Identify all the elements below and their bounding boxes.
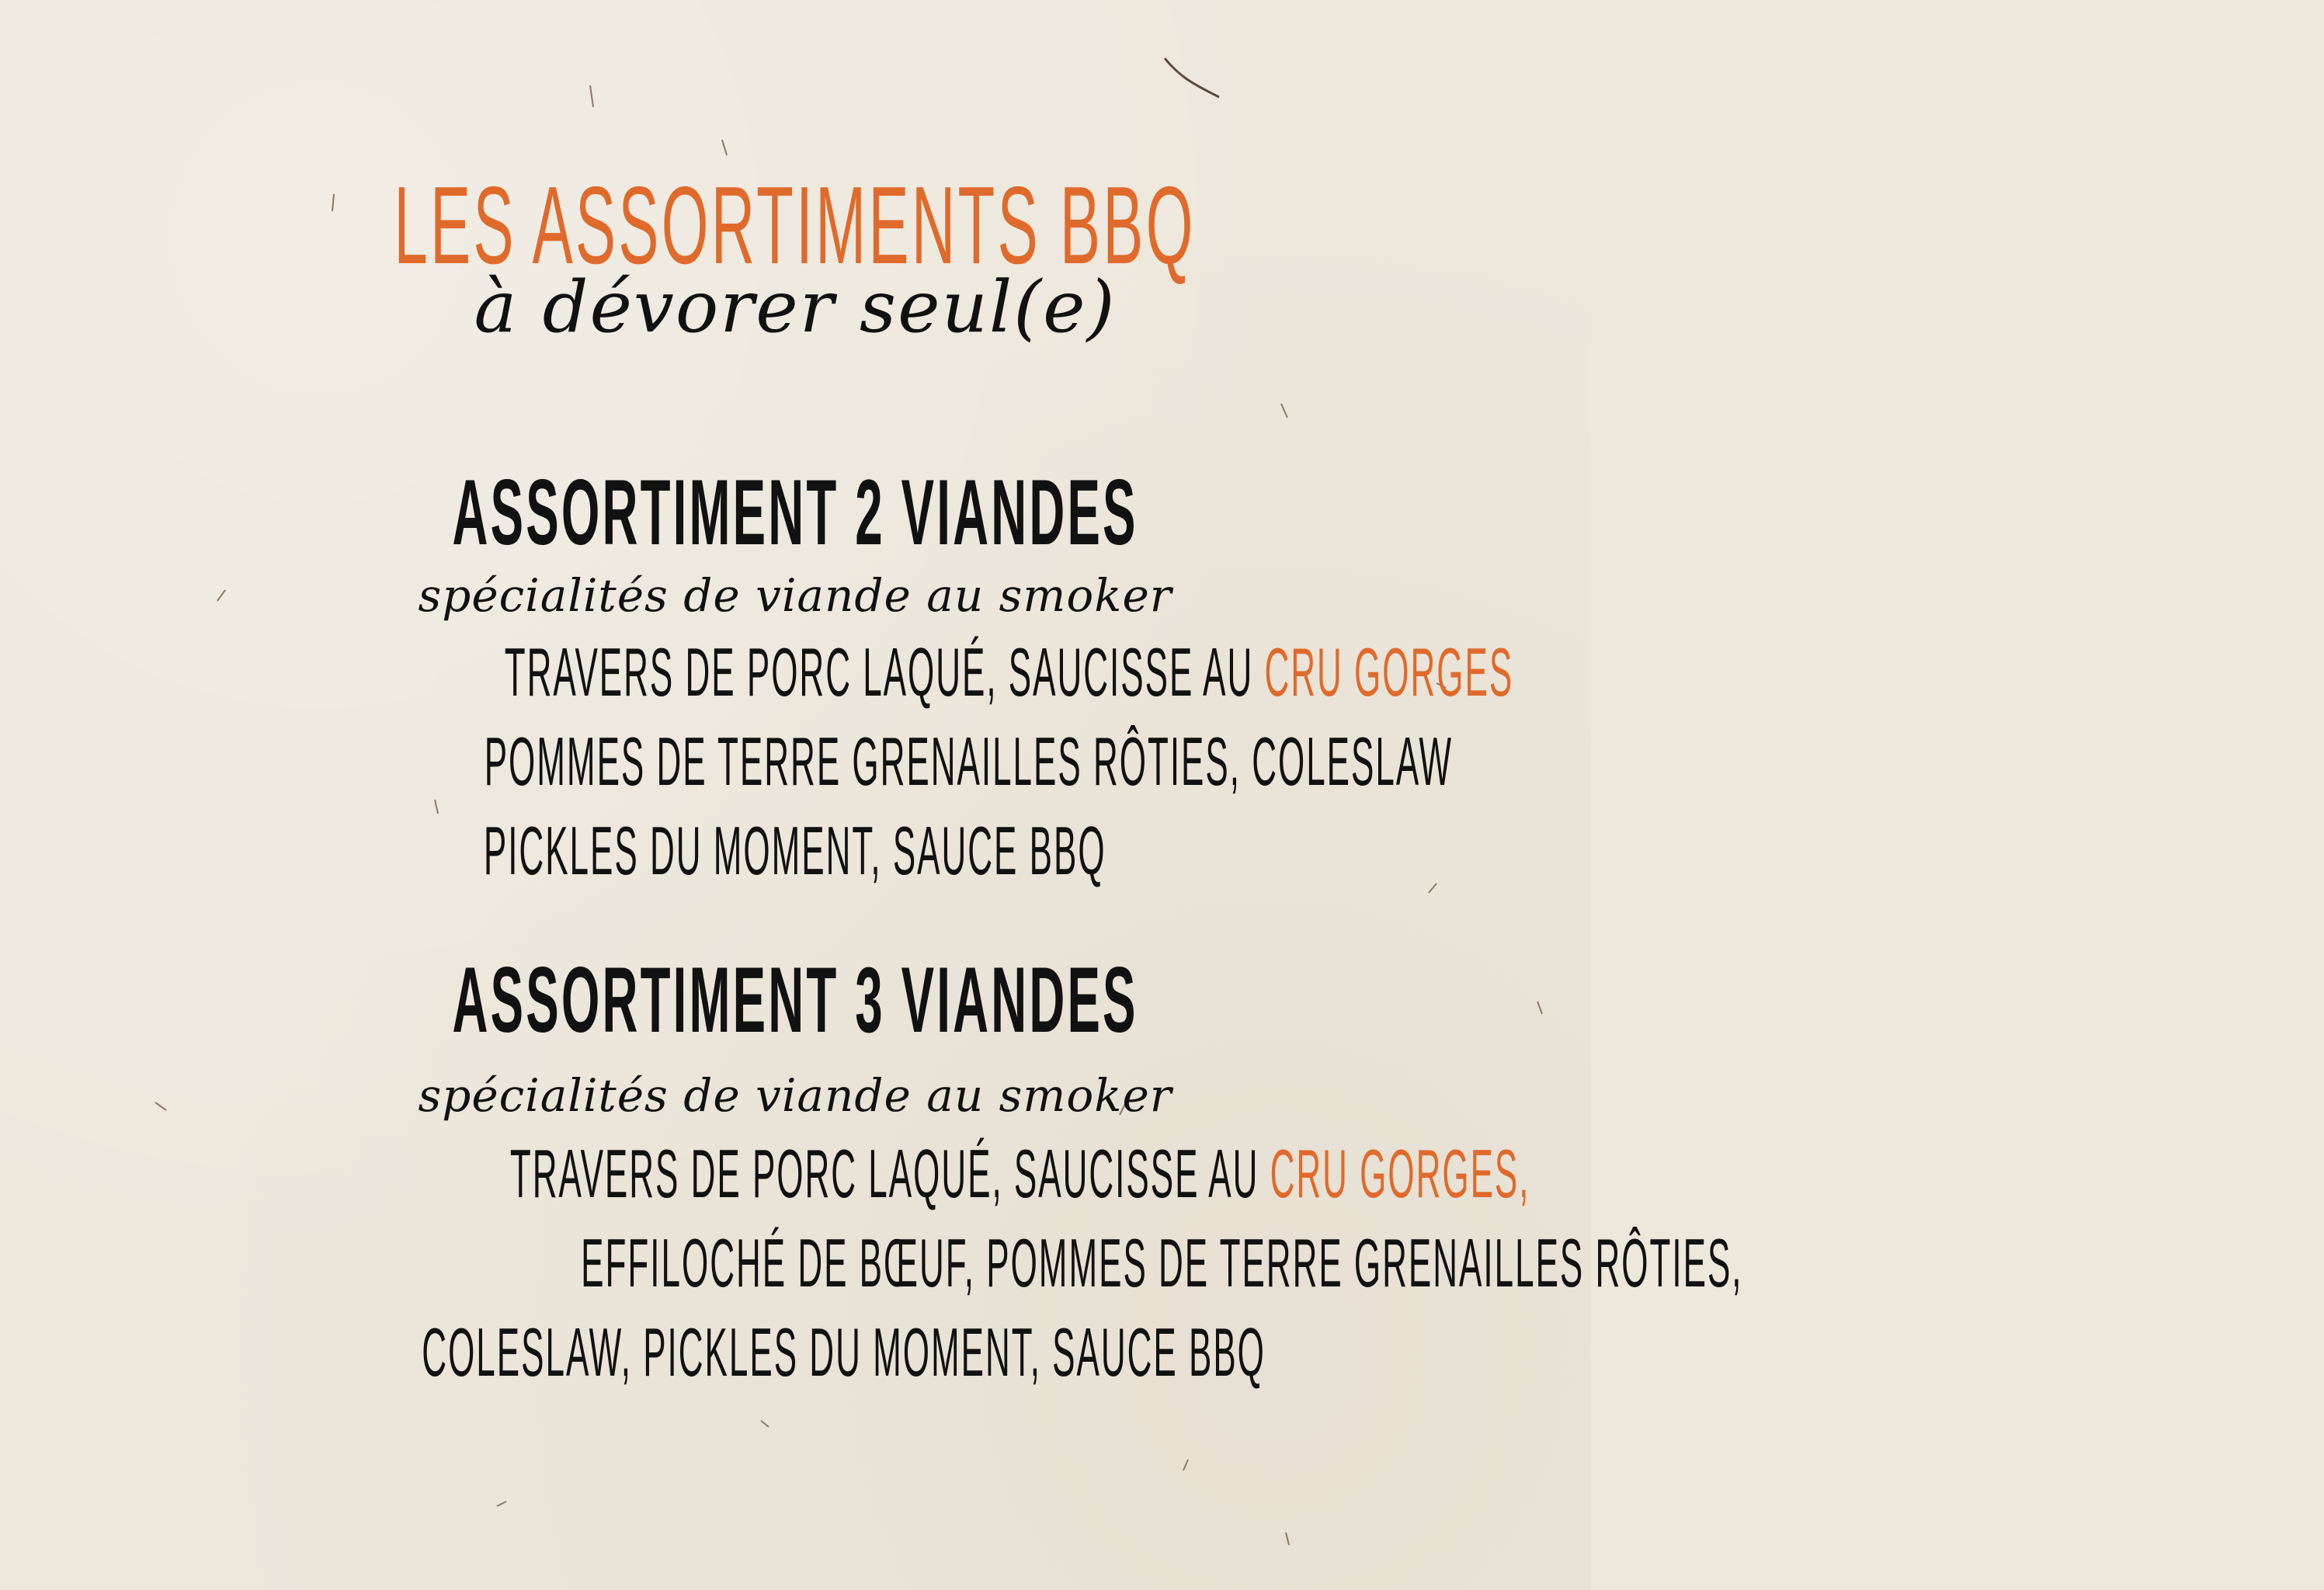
section-title-2-viandes [0, 460, 1590, 564]
item-line [0, 1135, 1590, 1212]
item-text: TRAVERS DE PORC LAQUÉ, SAUCISSE AU [509, 1135, 1270, 1212]
page-subtitle: à dévorer seul(e) [474, 266, 1117, 349]
item-line [0, 1314, 1590, 1390]
accent-text: CRU GORGES [1264, 634, 1514, 710]
section-title-3-viandes [0, 948, 1590, 1052]
section-tagline: spécialités de viande au smoker [418, 1069, 1172, 1122]
item-line [0, 723, 1590, 800]
page-title-text: LES ASSORTIMENTS BBQ [394, 164, 1197, 287]
item-line-text: COLESLAW, PICKLES DU MOMENT, SAUCE BBQ [422, 1314, 1266, 1390]
item-line [0, 1224, 1743, 1301]
item-line-text [509, 1135, 1530, 1212]
item-line-text: PICKLES DU MOMENT, SAUCE BBQ [484, 812, 1106, 889]
item-line [0, 634, 1590, 710]
item-line-text: POMMES DE TERRE GRENAILLES RÔTIES, COLESLAW [484, 723, 1454, 800]
accent-text: CRU GORGES, [1270, 1135, 1530, 1212]
item-text: TRAVERS DE PORC LAQUÉ, SAUCISSE AU [504, 634, 1265, 710]
section-tagline: spécialités de viande au smoker [418, 569, 1172, 622]
item-line [0, 812, 1590, 889]
page-title [0, 164, 1590, 287]
item-line-text [504, 634, 1514, 710]
item-line-text: EFFILOCHÉ DE BŒUF, POMMES DE TERRE GRENAILLES RÔTIES, [581, 1224, 1743, 1301]
section-title-text: ASSORTIMENT 2 VIANDES [452, 460, 1138, 564]
section-title-text: ASSORTIMENT 3 VIANDES [452, 948, 1138, 1052]
